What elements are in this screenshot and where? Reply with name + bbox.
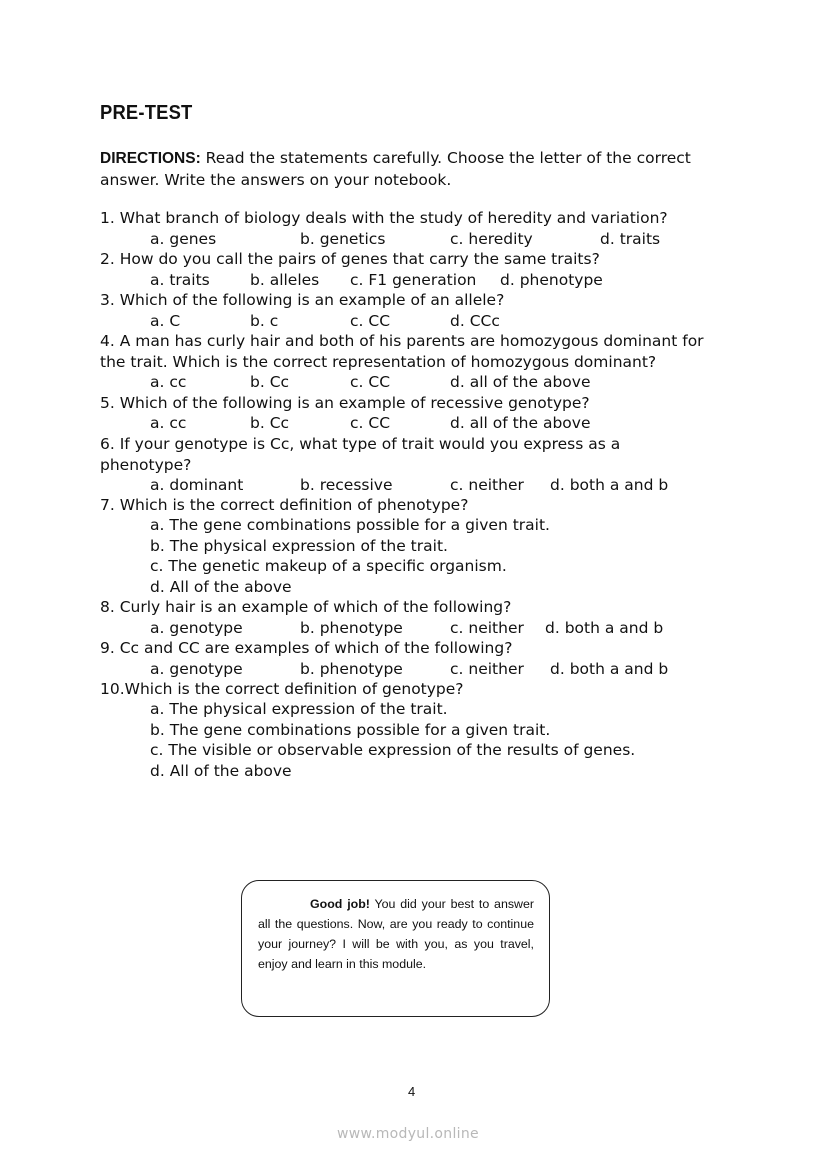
question-8: 8. Curly hair is an example of which of the following? [100,598,512,616]
q1-option-a: a. genes [150,230,217,248]
q3-option-b: b. c [250,312,279,330]
q7-option-b: b. The physical expression of the trait. [150,537,448,555]
q7-option-d: d. All of the above [150,578,292,596]
q6-option-c: c. neither [450,476,524,494]
q10-option-c: c. The visible or observable expression of the results of genes. [150,741,636,759]
q7-option-a: a. The gene combinations possible for a given trait. [150,516,550,534]
q6-option-b: b. recessive [300,476,393,494]
callout-bold: Good job! [310,897,370,911]
q9-option-a: a. genotype [150,660,243,678]
question-5: 5. Which of the following is an example of recessive genotype? [100,394,590,412]
q3-option-d: d. CCc [450,312,500,330]
q2-option-c: c. F1 generation [350,271,477,289]
callout-body: You did your best to answer all the questions. Now, are you ready to continue your journey? I will be with you, as you travel, enjoy and learn in this module. [258,897,534,971]
q1-option-b: b. genetics [300,230,386,248]
question-1: 1. What branch of biology deals with the study of heredity and variation? [100,209,668,227]
question-3: 3. Which of the following is an example of an allele? [100,291,505,309]
q4-option-d: d. all of the above [450,373,591,391]
q9-option-b: b. phenotype [300,660,403,678]
question-7: 7. Which is the correct definition of phenotype? [100,496,469,514]
question-10: 10.Which is the correct definition of genotype? [100,680,464,698]
q8-option-a: a. genotype [150,619,243,637]
q8-option-c: c. neither [450,619,524,637]
q2-option-d: d. phenotype [500,271,603,289]
question-2: 2. How do you call the pairs of genes that carry the same traits? [100,250,600,268]
q5-option-c: c. CC [350,414,391,432]
question-4: 4. A man has curly hair and both of his parents are homozygous dominant for the trait. Which is the correct representation of homozygous dominant? [100,332,704,371]
q2-option-b: b. alleles [250,271,320,289]
q4-option-c: c. CC [350,373,391,391]
q5-option-d: d. all of the above [450,414,591,432]
q8-option-d: d. both a and b [545,619,664,637]
q3-option-c: c. CC [350,312,391,330]
question-6: 6. If your genotype is Cc, what type of trait would you express as a phenotype? [100,435,621,474]
q8-option-b: b. phenotype [300,619,403,637]
q5-option-b: b. Cc [250,414,290,432]
question-9: 9. Cc and CC are examples of which of the following? [100,639,513,657]
q3-option-a: a. C [150,312,181,330]
q2-option-a: a. traits [150,271,210,289]
watermark: www.modyul.online [337,1126,479,1142]
encouragement-text [258,894,534,974]
q9-option-c: c. neither [450,660,524,678]
directions [100,148,740,190]
directions-label: DIRECTIONS: [100,150,201,167]
q10-option-b: b. The gene combinations possible for a given trait. [150,721,551,739]
directions-text: Read the statements carefully. Choose the letter of the correct answer. Write the answers on your notebook. [100,149,691,189]
q10-option-d: d. All of the above [150,762,292,780]
q6-option-d: d. both a and b [550,476,669,494]
page-title: PRE-TEST [100,102,193,124]
page-number: 4 [408,1084,416,1099]
q4-option-a: a. cc [150,373,187,391]
q9-option-d: d. both a and b [550,660,669,678]
q10-option-a: a. The physical expression of the trait. [150,700,448,718]
q6-option-a: a. dominant [150,476,244,494]
q5-option-a: a. cc [150,414,187,432]
q7-option-c: c. The genetic makeup of a specific organism. [150,557,507,575]
q1-option-c: c. heredity [450,230,533,248]
q1-option-d: d. traits [600,230,661,248]
q4-option-b: b. Cc [250,373,290,391]
